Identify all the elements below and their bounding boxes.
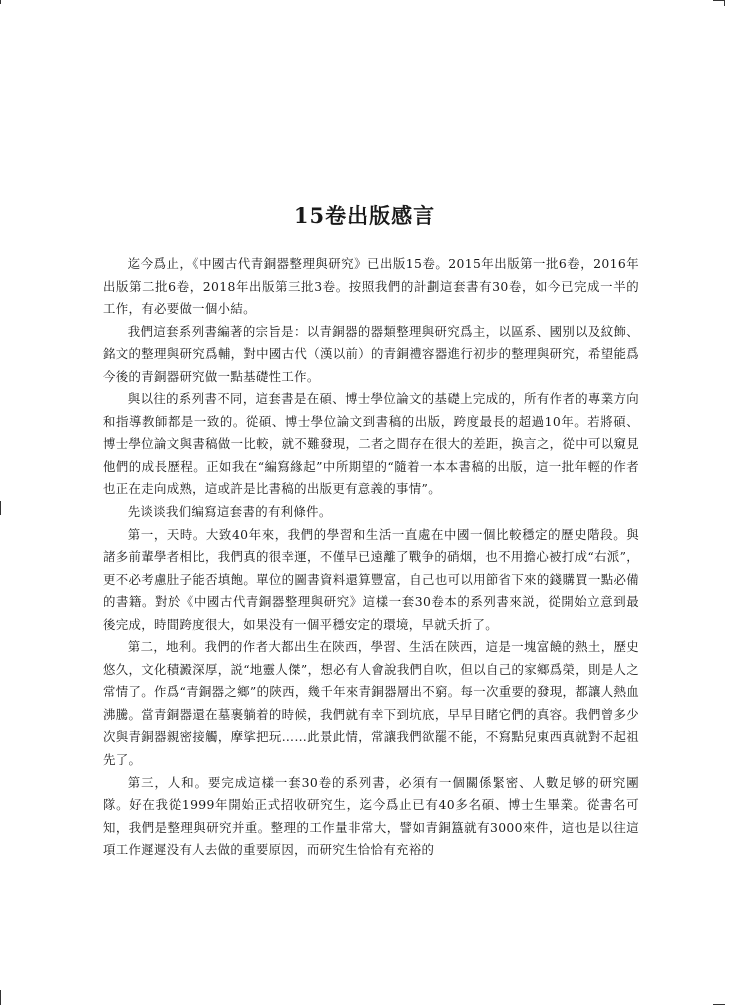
paragraph-difference: 與以往的系列書不同，這套書是在碩、博士學位論文的基礎上完成的，所有作者的專業方向和指導教師都是一致的。從碩、博士學位論文到書稿的出版，跨度最長的超過10年。若將碩、博士學位論文與書稿做一比較，就不難發現，二者之間存在很大的差距，换言之，從中可以窺見他們的成長歷程。正如我在“編寫緣起”中所期望的“隨着一本本書稿的出版，這一批年輕的作者也正在走向成熟，這或許是比書稿的出版更有意義的事情”。 xyxy=(103,391,639,497)
crop-mark-top-left xyxy=(0,0,1,4)
article-body xyxy=(103,253,639,862)
crop-mark-bottom-left xyxy=(0,990,1,1005)
paragraph-purpose: 我們這套系列書編著的宗旨是：以青銅器的器類整理與研究爲主，以區系、國别以及紋飾、銘文的整理與研究爲輔，對中國古代（漢以前）的青銅禮容器進行初步的整理與研究，希望能爲今後的青銅器研究做一點基礎性工作。 xyxy=(103,323,639,384)
paragraph-timing: 第一，天時。大致40年來，我們的學習和生活一直處在中國一個比較穩定的歷史階段。與諸多前輩學者相比，我們真的很幸運，不僅早已遠離了戰争的硝烟，也不用擔心被打成“右派”，更不必考慮肚子能否填飽。單位的圖書資料還算豐富，自己也可以用節省下來的錢購買一點必備的書籍。對於《中國古代青銅器整理與研究》這樣一套30卷本的系列書來説，從開始立意到最後完成，時間跨度很大，如果没有一個平穩安定的環境，早就夭折了。 xyxy=(103,526,639,632)
paragraph-location: 第二，地利。我們的作者大都出生在陝西，學習、生活在陝西，這是一塊富饒的熱土，歷史悠久，文化積澱深厚，説“地靈人傑”，想必有人會說我們自吹，但以自己的家鄉爲榮，則是人之常情了。作爲“青銅器之鄉”的陝西，幾千年來青銅器層出不窮。每一次重要的發現，都讓人熱血沸騰。當青銅器還在墓裹躺着的時候，我們就有幸下到坑底，早早目睹它們的真容。我們曾多少次與青銅器親密接觸，摩挲把玩……此景此情，常讓我們欲罷不能，不寫點兒東西真就對不起祖先了。 xyxy=(103,639,639,768)
paragraph-intro: 迄今爲止，《中國古代青銅器整理與研究》已出版15卷。2015年出版第一批6卷，2016年出版第二批6卷，2018年出版第三批3卷。按照我們的計劃這套書有30卷，如今已完成一半的工作，有必要做一個小結。 xyxy=(103,256,639,317)
paragraph-people: 第三，人和。要完成這樣一套30卷的系列書，必須有一個關係緊密、人數足够的研究團隊。好在我從1999年開始正式招收研究生，迄今爲止已有40多名碩、博士生畢業。從書名可知，我們是整理與研究并重。整理的工作量非常大，譬如青銅簋就有3000來件，這也是以往這項工作遲遲没有人去做的重要原因，而研究生恰恰有充裕的 xyxy=(103,774,639,858)
page-title: 15卷出版感言 xyxy=(293,203,436,228)
crop-mark-top-right-vertical xyxy=(724,0,725,6)
paragraph-conditions-intro: 先谈谈我们编寫這套書的有利條件。 xyxy=(127,504,332,520)
crop-mark-left-middle xyxy=(0,501,1,515)
